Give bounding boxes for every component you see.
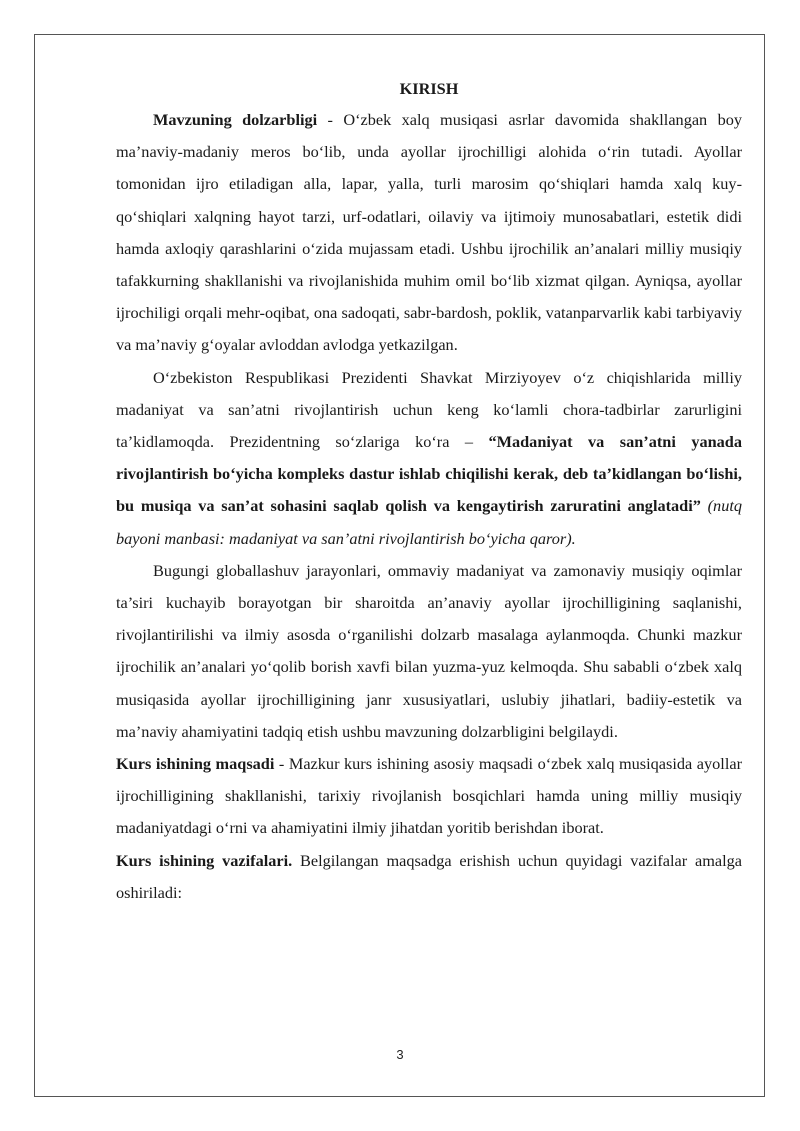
relevance-text: - O‘zbek xalq musiqasi asrlar davomida shakllangan boy ma’naviy-madaniy meros bo‘lib, unda ayollar ijrochilligi alohida o‘rin tutadi. Ayollar tomonidan ijro etiladigan alla, lapar, yalla, turli marosim qo‘shiqlari hamda xalq kuy-qo‘shiqlari xalqning hayot tarzi, urf-odatlari, oilaviy va ijtimoiy munosabatlari, estetik didi hamda axloqiy qarashlarini o‘zida mujassam etadi. Ushbu ijrochilik an’analari milliy musiqiy tafakkurning shakllanishi va rivojlanishida muhim omil bo‘lib xizmat qilgan. Ayniqsa, ayollar ijrochiligi orqali mehr-oqibat, ona sadoqati, sabr-bardosh, poklik, vatanparvarlik kabi tarbiyaviy va ma’naviy g‘oyalar avloddan avlodga yetkazilgan. [116,110,742,355]
globalization-text: Bugungi globallashuv jarayonlari, ommaviy madaniyat va zamonaviy musiqiy oqimlar ta’siri kuchayib borayotgan bir sharoitda an’anaviy ayollar ijrochilligining saqlanishi, rivojlantirilishi va ilmiy asosda o‘rganilishi dolzarb masalaga aylanmoqda. Chunki mazkur ijrochilik an’analari yo‘qolib borish xavfi bilan yuzma-yuz kelmoqda. Shu sababli o‘zbek xalq musiqasida ayollar ijrochilligining janr xususiyatlari, uslubiy jihatlari, badiiy-estetik va ma’naviy ahamiyatini tadqiq etish ushbu mavzuning dolzarbligini belgilaydi. [116,560,742,741]
goal-text: - Mazkur kurs ishining asosiy maqsadi o‘zbek xalq musiqasida ayollar ijrochilligining shakllanishi, tarixiy rivojlanish bosqichlari hamda uning milliy musiqiy madaniyatdagi o‘rni va ahamiyatini ilmiy jihatdan yoritib berishdan iborat. [116,754,742,838]
page-title: KIRISH [399,79,459,98]
tasks-text: Belgilangan maqsadga erishish uchun quyidagi vazifalar amalga oshiriladi: [116,850,743,902]
document-body [116,74,742,909]
paragraph-globalization [116,555,742,748]
paragraph-tasks [116,845,742,909]
page-number: 3 [396,1047,404,1062]
paragraph-president-quote [116,362,742,555]
paragraph-relevance [116,104,742,362]
president-intro-text: O‘zbekiston Respublikasi Prezidenti Shavkat Mirziyoyev o‘z chiqishlarida milliy madaniyat va san’atni rivojlantirish uchun keng ko‘lamli chora-tadbirlar zarurligini ta’kidlamoqda. Prezidentning so‘zlariga ko‘ra – [116,367,742,452]
president-quote: “Madaniyat va san’atni yanada rivojlantirish bo‘yicha kompleks dastur ishlab chiqilishi kerak, deb ta’kidlangan bo‘lishi, bu musiqa va san’at sohasini saqlab qolish va kengaytirish zaruratini anglatadi” [116,432,742,516]
goal-heading: Kurs ishining maqsadi [116,754,275,774]
paragraph-goal [116,748,742,845]
quote-source: (nutq bayoni manbasi: madaniyat va san’atni rivojlantirish bo‘yicha qaror). [116,496,742,548]
relevance-heading: Mavzuning dolzarbligi [153,110,318,129]
tasks-heading: Kurs ishining vazifalari. [116,850,293,870]
